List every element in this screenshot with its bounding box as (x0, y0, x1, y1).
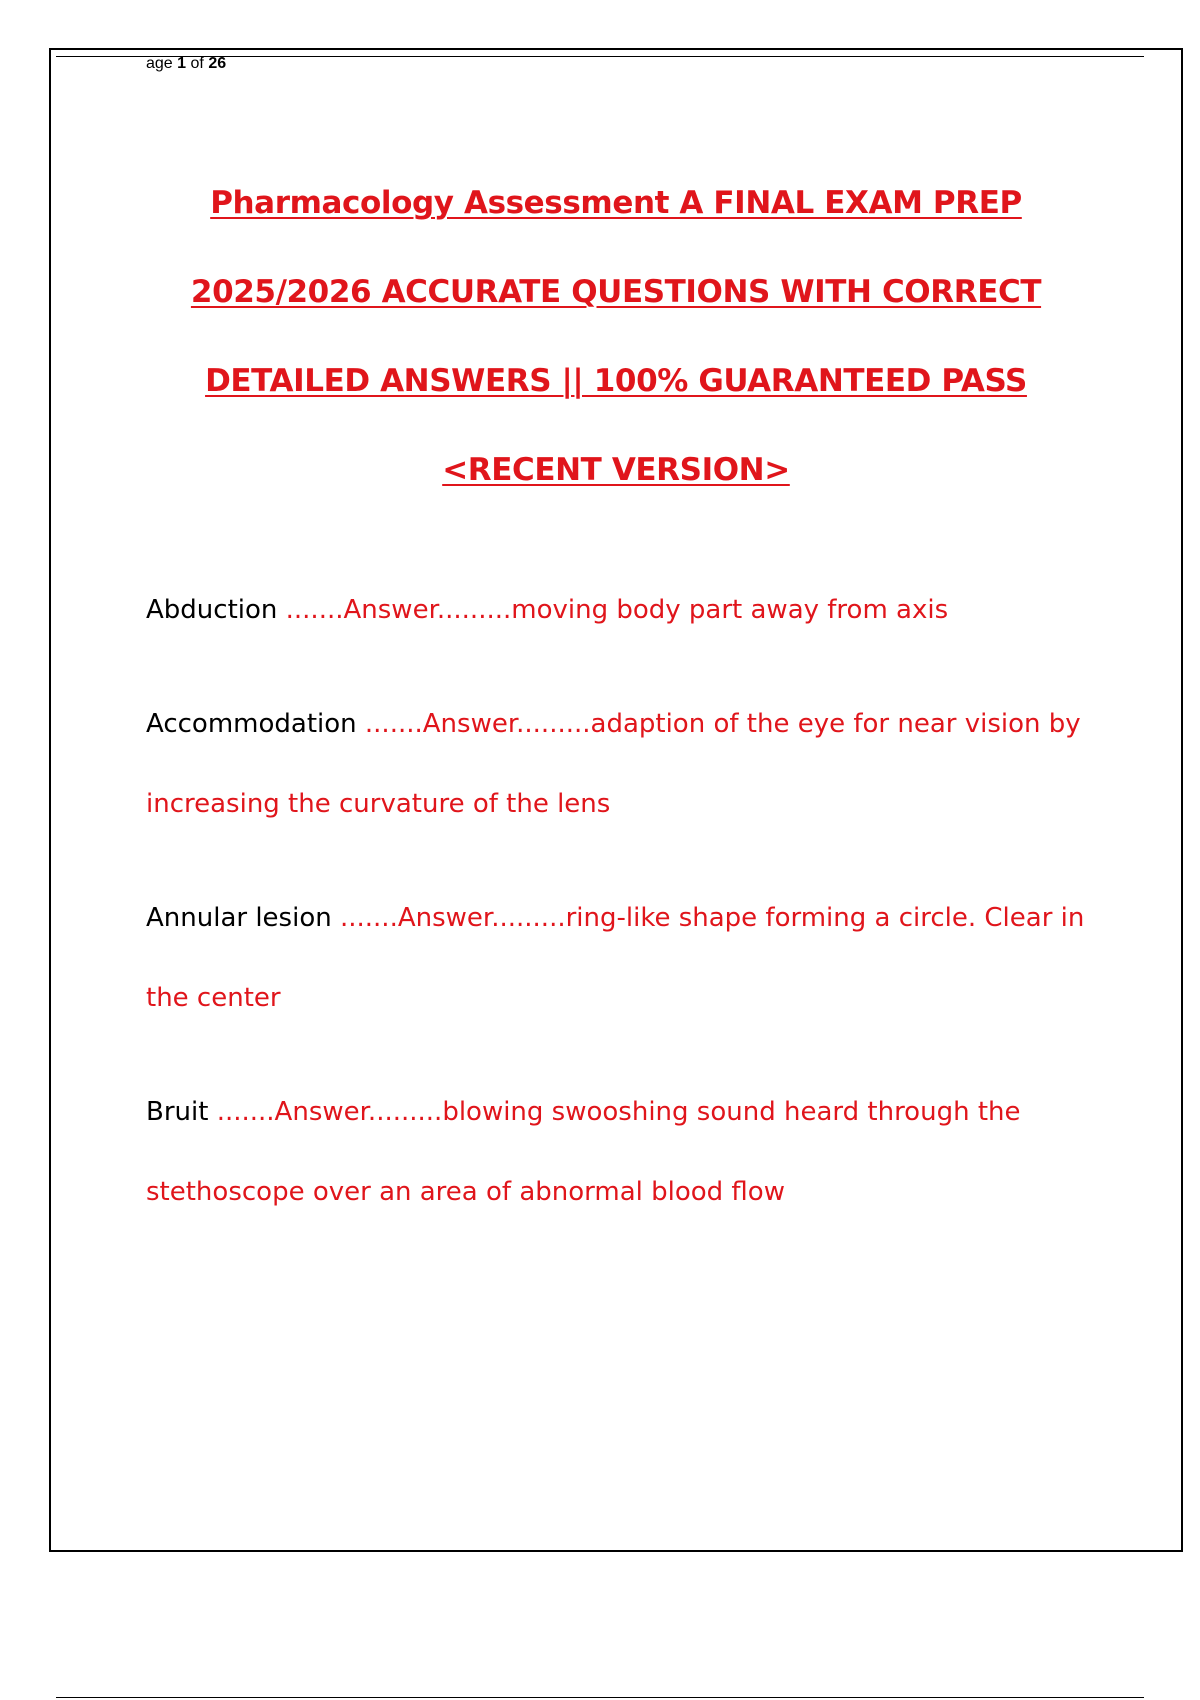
qa-item-annular-lesion (146, 878, 1096, 1038)
title-line-2-text: 2025/2026 ACCURATE QUESTIONS WITH CORRECT (190, 274, 1042, 310)
qa-item-abduction (146, 570, 1096, 650)
qa-answer: adaption of the eye for near vision by increasing the curvature of the lens (146, 709, 1081, 819)
question-answer-list (146, 570, 1096, 1266)
qa-answer: blowing swooshing sound heard through the stethoscope over an area of abnormal blood flow (146, 1097, 1021, 1207)
qa-answer: moving body part away from axis (511, 595, 949, 625)
title-line-4-text: <RECENT VERSION> (442, 452, 790, 488)
title-line-1 (100, 178, 1132, 267)
title-line-2 (100, 267, 1132, 356)
document-title (100, 178, 1132, 534)
qa-separator: .......Answer......... (285, 595, 512, 625)
title-line-3-text: DETAILED ANSWERS || 100% GUARANTEED PASS (205, 363, 1027, 399)
qa-term: Accommodation (146, 709, 357, 739)
page-number-current: 1 (177, 55, 187, 72)
title-line-3 (100, 356, 1132, 445)
footer-rule (56, 1697, 1144, 1698)
qa-separator: .......Answer......... (339, 903, 566, 933)
qa-separator: .......Answer......... (216, 1097, 443, 1127)
qa-separator: .......Answer......... (364, 709, 591, 739)
qa-item-bruit (146, 1072, 1096, 1232)
qa-term: Bruit (146, 1097, 209, 1127)
qa-item-accommodation (146, 684, 1096, 844)
page-number-of: of (190, 55, 204, 72)
title-line-4 (100, 445, 1132, 534)
qa-answer: ring-like shape forming a circle. Clear in the center (146, 903, 1085, 1013)
page-number-total: 26 (208, 55, 227, 72)
page-number (146, 54, 226, 74)
qa-term: Abduction (146, 595, 278, 625)
title-line-1-text: Pharmacology Assessment A FINAL EXAM PREP (210, 185, 1022, 221)
page-number-prefix: age (146, 55, 173, 72)
qa-term: Annular lesion (146, 903, 332, 933)
